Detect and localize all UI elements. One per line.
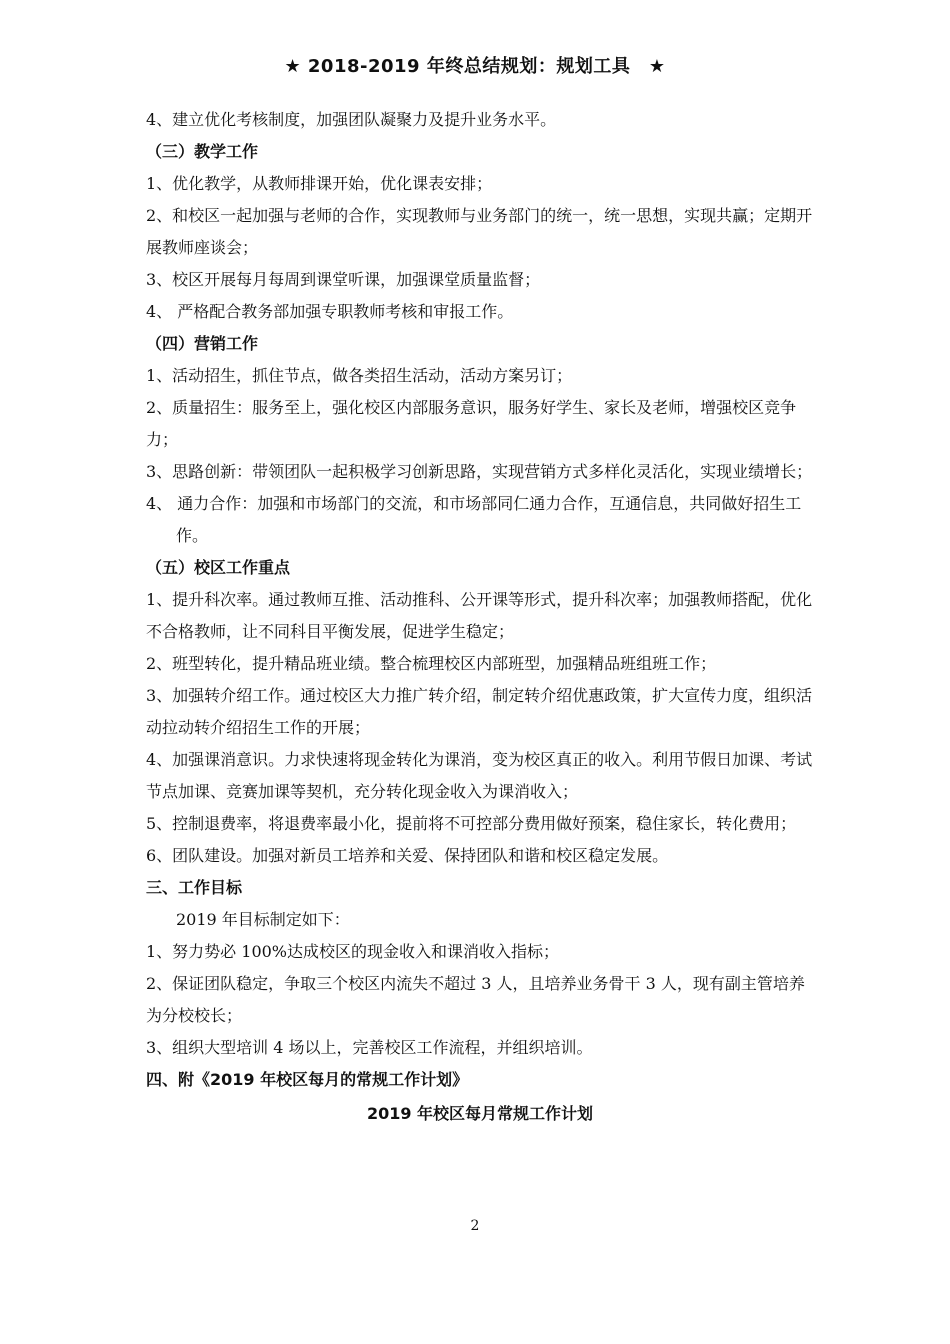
- page-header: ★ 2018-2019 年终总结规划：规划工具 ★: [284, 56, 666, 77]
- paragraph: 1、优化教学，从教师排课开始，优化课表安排；: [146, 174, 493, 193]
- paragraph: 2、班型转化，提升精品班业绩。整合梳理校区内部班型，加强精品班组班工作；: [146, 654, 717, 673]
- paragraph: 2019 年目标制定如下：: [176, 910, 350, 929]
- plan-title: 2019 年校区每月常规工作计划: [366, 1104, 594, 1123]
- paragraph: 1、努力势必 100%达成校区的现金收入和课消收入指标；: [146, 942, 560, 961]
- paragraph: 4、加强课消意识。力求快速将现金转化为课消，变为校区真正的收入。利用节假日加课、考试节点加课、竞赛加课等契机，充分转化现金收入为课消收入；: [146, 750, 813, 801]
- paragraph: 6、团队建设。加强对新员工培养和关爱、保持团队和谐和校区稳定发展。: [146, 846, 669, 865]
- paragraph: 4、 通力合作：加强和市场部门的交流，和市场部同仁通力合作，互通信息，共同做好招生工作。: [146, 494, 802, 545]
- section-heading-teaching: （三）教学工作: [146, 142, 259, 161]
- paragraph: 3、校区开展每月每周到课堂听课，加强课堂质量监督；: [146, 270, 541, 289]
- section-heading-goals: 三、工作目标: [146, 878, 243, 897]
- paragraph: 2、质量招生：服务至上，强化校区内部服务意识，服务好学生、家长及老师，增强校区竞争力；: [146, 398, 797, 449]
- paragraph: 2、保证团队稳定，争取三个校区内流失不超过 3 人，且培养业务骨干 3 人，现有副主管培养为分校校长；: [146, 974, 805, 1025]
- paragraph: 1、活动招生，抓住节点，做各类招生活动，活动方案另订；: [146, 366, 573, 385]
- document-body: [146, 104, 814, 1130]
- paragraph: 3、组织大型培训 4 场以上，完善校区工作流程，并组织培训。: [146, 1038, 593, 1057]
- section-heading-marketing: （四）营销工作: [146, 334, 259, 353]
- paragraph: 1、提升科次率。通过教师互推、活动推科、公开课等形式，提升科次率；加强教师搭配，优化不合格教师，让不同科目平衡发展，促进学生稳定；: [146, 590, 813, 641]
- page-number: 2: [470, 1218, 480, 1234]
- section-heading-appendix: 四、附《2019 年校区每月的常规工作计划》: [146, 1070, 469, 1089]
- paragraph: 5、控制退费率，将退费率最小化，提前将不可控部分费用做好预案，稳住家长，转化费用；: [146, 814, 797, 833]
- paragraph: 3、加强转介绍工作。通过校区大力推广转介绍，制定转介绍优惠政策，扩大宣传力度，组织活动拉动转介绍招生工作的开展；: [146, 686, 813, 737]
- paragraph: 3、思路创新：带领团队一起积极学习创新思路，实现营销方式多样化灵活化，实现业绩增长；: [146, 462, 813, 481]
- paragraph: 4、 严格配合教务部加强专职教师考核和审报工作。: [146, 302, 514, 321]
- section-heading-focus: （五）校区工作重点: [146, 558, 291, 577]
- paragraph: 2、和校区一起加强与老师的合作，实现教师与业务部门的统一，统一思想，实现共赢；定期开展教师座谈会；: [146, 206, 813, 257]
- paragraph: 4、建立优化考核制度，加强团队凝聚力及提升业务水平。: [146, 110, 557, 129]
